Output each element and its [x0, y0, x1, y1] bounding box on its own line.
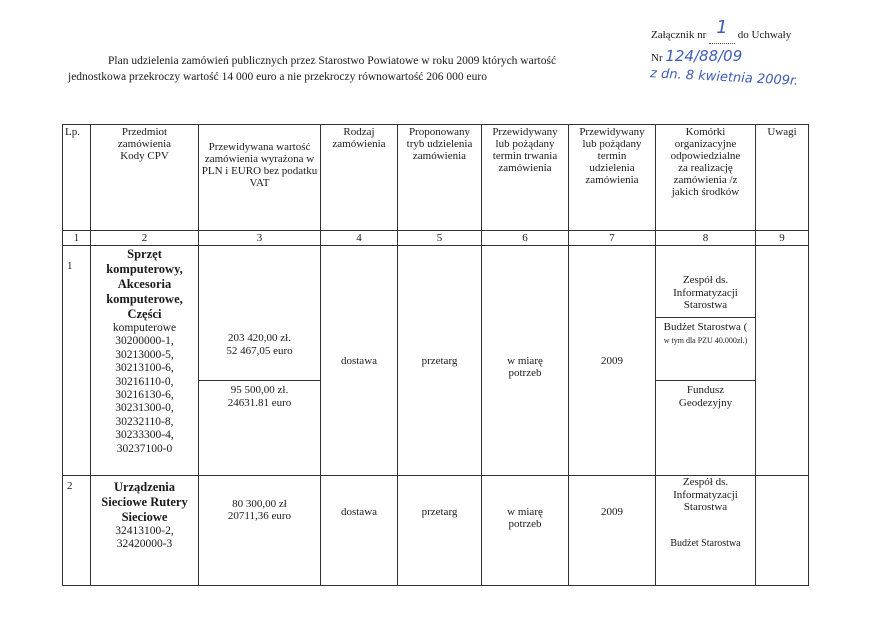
title-line-2: jednostkowa przekroczy wartość 14 000 euro a nie przekroczy równowartość 206 000 euro: [68, 71, 487, 83]
row-lp: 2: [63, 476, 91, 586]
col-number: 3: [199, 231, 321, 246]
duration-text: w miarę potrzeb: [507, 506, 543, 530]
row-units: [656, 246, 756, 476]
procurement-plan-table: [62, 124, 809, 586]
resolution-number-line: [651, 47, 742, 65]
header-award-term: Przewidywany lub pożądany termin udzielenia zamówienia: [569, 125, 656, 231]
table-row: [63, 476, 809, 586]
col-number: 5: [398, 231, 482, 246]
value-a-eur: 52 467,05 euro: [226, 344, 293, 357]
row-award-term: 2009: [569, 476, 656, 586]
row-mode: przetarg: [398, 246, 482, 476]
annex-number: 1: [716, 17, 728, 38]
annex-prefix: Załącznik nr: [651, 29, 707, 41]
value-eur: 20711,36 euro: [227, 510, 292, 522]
col-number: 8: [656, 231, 756, 246]
col-number: 6: [482, 231, 569, 246]
header-subject: Przedmiot zamówienia Kody CPV: [91, 125, 199, 231]
duration-text: w miarę potrzeb: [507, 355, 543, 379]
row-type: dostawa: [321, 246, 398, 476]
header-mode: Proponowany tryb udzielenia zamówienia: [398, 125, 482, 231]
annex-suffix: do Uchwały: [737, 29, 792, 41]
column-number-row: [63, 231, 809, 246]
row-subject: [91, 246, 199, 476]
header-value: Przewidywana wartość zamówienia wyrażona w PLN i EURO bez podatku VAT: [199, 125, 321, 231]
header-duration: Przewidywany lub pożądany termin trwania zamówienia: [482, 125, 569, 231]
header-type: Rodzaj zamówienia: [321, 125, 398, 231]
unit-b: [656, 321, 755, 347]
row-subject: [91, 476, 199, 586]
row-mode: przetarg: [398, 476, 482, 586]
unit-c: Fundusz Geodezyjny: [678, 384, 733, 409]
value-a-pln: 203 420,00 zł.: [228, 332, 291, 344]
resolution-prefix: Nr: [651, 52, 663, 64]
value-divider: [199, 380, 320, 381]
row-remarks: [756, 476, 809, 586]
unit-divider: [656, 380, 755, 381]
annex-reference: [651, 17, 792, 44]
value-b: [199, 384, 320, 409]
col-number: 9: [756, 231, 809, 246]
row-lp: 1: [63, 246, 91, 476]
row-value: [199, 476, 321, 586]
document-title: [68, 53, 628, 85]
col-number: 1: [63, 231, 91, 246]
value-b-pln: 95 500,00 zł.: [230, 384, 289, 396]
value-b-eur: 24631.81 euro: [227, 396, 292, 409]
col-number: 4: [321, 231, 398, 246]
header-remarks: Uwagi: [756, 125, 809, 231]
unit-b: Budżet Starostwa: [670, 538, 741, 549]
header-row: [63, 125, 809, 231]
unit-b-note: w tym dla PZU 40.000zł.): [663, 335, 748, 345]
cpv-codes: komputerowe 30200000-1, 30213000-5, 30213100-6, 30216110-0, 30216130-6, 30231300-0, 30232110-8, 30233300-4, 30237100-0: [112, 322, 177, 455]
header-units: Komórki organizacyjne odpowiedzialne za realizację zamówienia /z jakich środków: [656, 125, 756, 231]
resolution-date: z dn. 8 kwietnia 2009r.: [649, 66, 799, 89]
value-a: [199, 332, 320, 357]
row-value: [199, 246, 321, 476]
unit-b-main: Budżet Starostwa (: [663, 321, 748, 333]
value-pln: 80 300,00 zł: [232, 498, 287, 510]
table-row: [63, 246, 809, 476]
title-line-1: Plan udzielenia zamówień publicznych przez Starostwo Powiatowe w roku 2009 których wartość: [108, 55, 557, 67]
row-type: dostawa: [321, 476, 398, 586]
row-award-term: 2009: [569, 246, 656, 476]
row-duration: [482, 476, 569, 586]
subject-title: Urządzenia Sieciowe Rutery Sieciowe: [101, 480, 188, 524]
cpv-codes: 32413100-2, 32420000-3: [115, 525, 174, 551]
col-number: 7: [569, 231, 656, 246]
row-remarks: [756, 246, 809, 476]
row-duration: [482, 246, 569, 476]
unit-a: Zespół ds. Informatyzacji Starostwa: [673, 274, 738, 311]
unit-a: Zespół ds. Informatyzacji Starostwa: [673, 476, 738, 513]
resolution-number: 124/88/09: [665, 47, 743, 65]
row-units: [656, 476, 756, 586]
col-number: 2: [91, 231, 199, 246]
unit-divider: [656, 317, 755, 318]
header-lp: Lp.: [63, 125, 91, 231]
subject-title: Sprzęt komputerowy, Akcesoria komputerowe, Części: [106, 247, 183, 321]
